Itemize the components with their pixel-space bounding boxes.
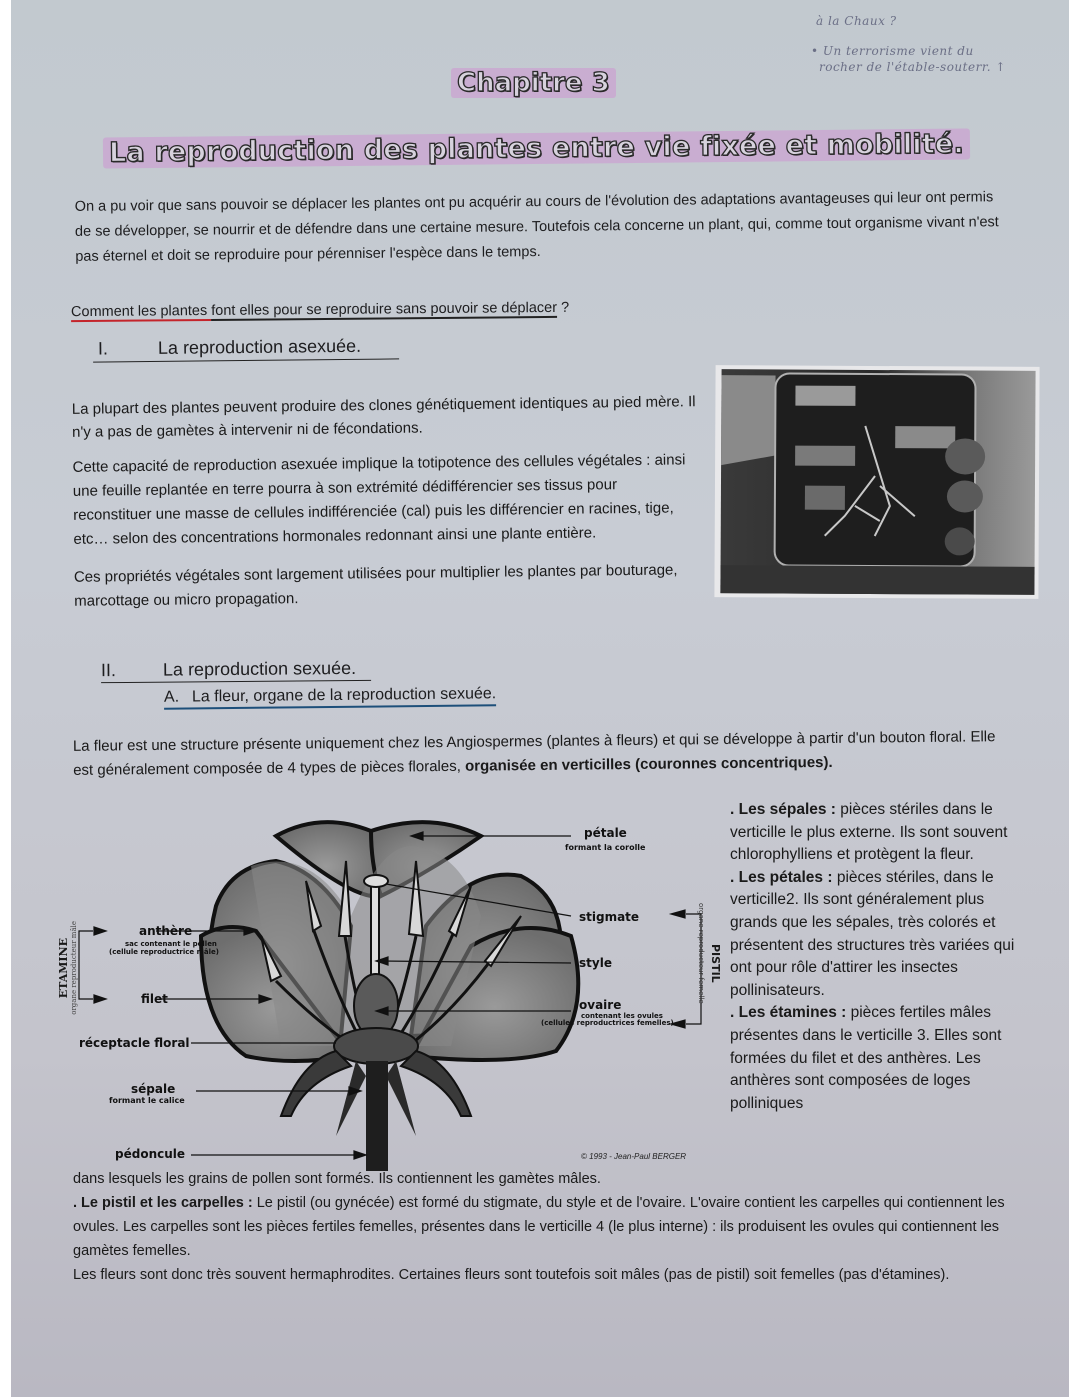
chapter-heading: Chapitre 3 [451,68,616,98]
photo-image [714,365,1039,599]
label-anthere: anthère [139,924,193,938]
label-petale: pétale [584,826,627,840]
label-ovaire: ovaire [579,998,622,1012]
section-1-paragraph-1: La plupart des plantes peuvent produire des clones génétiquement identiques au pied mère. Il n'y a pas de gamètes à intervenir ni de fécondations. [71,393,696,441]
floral-part-etamines: . Les étamines : pièces fertiles mâles présentes dans le verticille 3. Elles sont formées du filet et des anthères. Les anthères sont composées de loges polliniques [730,1004,1002,1112]
section-1-body [72,390,700,614]
label-pistil-sub: organe reproducteur femelle [697,903,705,1004]
section-1-heading: I. La reproduction asexuée. [93,335,399,362]
page-title: La reproduction des plantes entre vie fixée et mobilité. [103,128,970,168]
handwritten-note-3: rocher de l'étable-souterr. ↑ [819,60,1006,74]
label-etamine: ETAMINE [57,938,70,999]
bottom-text [73,1167,1033,1287]
flower-illustration [51,806,721,1171]
cutting-in-water-photo [714,365,1039,599]
handwritten-note-2: • Un terrorisme vient du [811,44,974,58]
section-1-paragraph-2: Cette capacité de reproduction asexuée implique la totipotence des cellules végétales : ainsi une feuille replantée en terre pourra à son extrémité dédifférencier ses tissus pour reconstituer une masse de cellules indifférenciée (cal) puis les différencier en racines, tige, etc… selon des concentrations hormonales redonnant ainsi une plante entière. [72,451,686,548]
label-anthere-sub1: sac contenant le pollen [125,940,217,948]
label-pedoncule: pédoncule [115,1147,186,1161]
label-sepale: sépale [131,1082,176,1096]
label-pistil: PISTIL [709,944,722,983]
label-stigmate: stigmate [579,910,640,924]
label-anthere-sub2: (cellule reproductrice mâle) [109,948,219,956]
label-style: style [579,956,612,970]
floral-part-petales: . Les pétales : pièces stériles, dans le verticille2. Ils sont généralement plus grands que les sépales, très colorés et présentent des structures très variées qui ont pour rôle d'attirer les insectes pollinisateurs. [730,868,1015,999]
subsection-a-heading: A. La fleur, organe de la reproduction sexuée. [164,685,496,709]
label-etamine-sub: organe reproducteur mâle [70,921,78,1015]
intro-paragraph: On a pu voir que sans pouvoir se déplacer les plantes ont pu acquérir au cours de l'évolution des adaptations avantageuses qui leur ont permis de se développer, se nourrir et de défendre dans une certaine mesure. Toutefois cela concerne un plant, qui, comme tout organisme vivant n'est pas éternel et doit se reproduire pour pérenniser l'espèce dans le temps. [74,189,999,265]
conclusion-paragraph: Les fleurs sont donc très souvent hermaphrodites. Certaines fleurs sont toutefois soit mâles (pas de pistil) soit femelles (pas d'étamines). [73,1267,950,1283]
section-2-intro: La fleur est une structure présente uniquement chez les Angiospermes (plantes à fleurs) et qui se développe à partir d'un bouton floral. Elle est généralement composée de 4 types de pièces florales, organisée en verticilles (couronnes concentriques). [72,728,996,779]
label-ovaire-sub1: contenant les ovules [581,1012,663,1020]
pistil-paragraph: . Le pistil et les carpelles : Le pistil (ou gynécée) est formé du stigmate, du style et de l'ovaire. L'ovaire contient les carpelles qui contiennent les ovules. Les carpelles sont les pièces fertiles femelles, présentes dans le verticille 4 (le plus interne) : ils produisent les ovules qui contiennent les gamètes femelles. [73,1195,1005,1259]
label-petale-sub: formant la corolle [565,843,646,852]
section-1-paragraph-3: Ces propriétés végétales sont largement utilisées pour multiplier les plantes par bouturage, marcottage ou micro propagation. [73,561,678,610]
label-ovaire-sub2: (cellules reproductrices femelles) [541,1019,674,1027]
intro-question: Comment les plantes font elles pour se reproduire sans pouvoir se déplacer ? [70,299,570,321]
diagram-credit: © 1993 - Jean-Paul BERGER [581,1152,687,1161]
label-sepale-sub: formant le calice [109,1096,185,1105]
label-receptacle: réceptacle floral [79,1036,190,1050]
floral-part-sepales: . Les sépales : pièces stériles dans le verticille le plus externe. Ils sont souvent chlorophylliens et protègent la fleur. [730,801,1008,864]
section-2-heading: II. La reproduction sexuée. [101,658,371,683]
label-filet: filet [141,992,168,1006]
handwritten-note-1: à la Chaux ? [816,14,897,28]
worksheet-page [11,0,1069,1397]
etamines-continuation: dans lesquels les grains de pollen sont formés. Ils contiennent les gamètes mâles. [73,1171,601,1187]
floral-parts-list [730,799,1030,1115]
flower-diagram [51,806,721,1171]
